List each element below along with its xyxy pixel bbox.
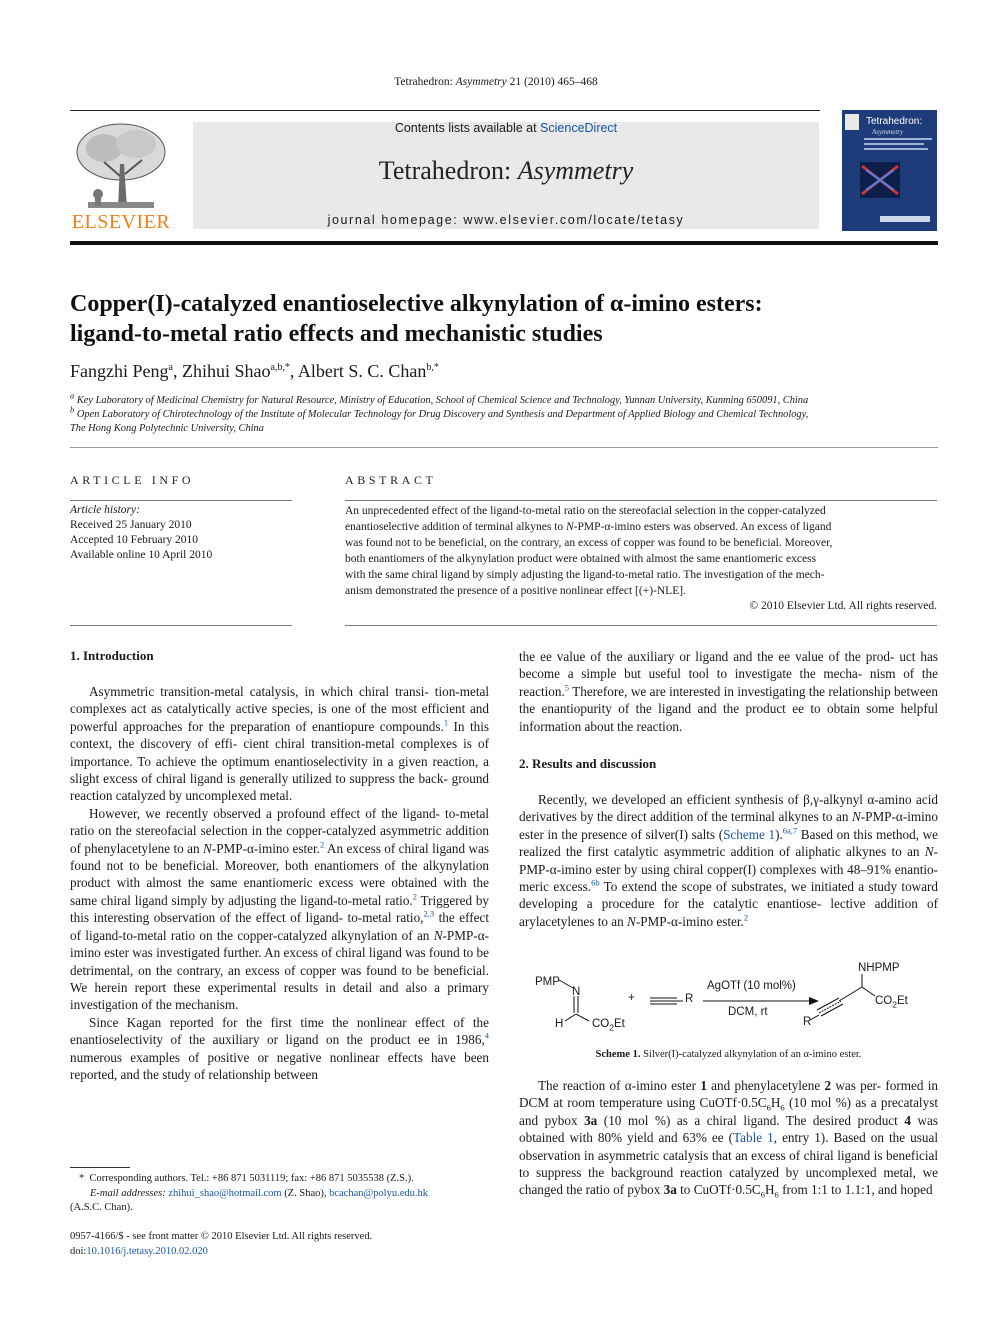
author-name: Zhihui Shao xyxy=(181,361,271,381)
affiliation-a: $^a$ Key Laboratory of Medicinal Chemistry for Natural Resource, Ministry of Education, School of Chemical Science and Technology, Yunnan University, Kunming 650091, China xyxy=(70,390,809,406)
scheme-1-link[interactable]: Scheme 1 xyxy=(723,826,776,842)
author-name: Fangzhi Peng xyxy=(70,361,169,381)
author-name: Albert S. C. Chan xyxy=(297,361,427,381)
scheme-label: H xyxy=(555,1018,564,1030)
abstract-text: An unprecedented effect of the ligand-to-metal ratio on the stereofacial selection in the copper-catalyzed enantioselective addition of terminal alkynes to N-PMP-α-imino esters was observed. An excess of ligand was found not to be beneficial, on the contrary, an excess of copper was found to be beneficial. Moreover, both enantiomers of the alkynylation product were obtained with almost the same enantiomeric excess with the same chiral ligand by simply adjusting the ligand-to-metal ratio. The investigation of the mech- anism demonstrated the presence of a positive nonlinear effect [(+)-NLE]. xyxy=(345,505,833,597)
scheme-label: R xyxy=(685,993,694,1005)
footnote-rule xyxy=(70,1167,130,1168)
scheme-label: R xyxy=(803,1016,812,1028)
paragraph: the ee value of the auxiliary or ligand and the ee value of the prod- uct has become a simple but useful tool to investigate the mecha- nism of the reaction.$^5$ Therefore, we are interested in investigating the relationship between the enantiopurity of the ligand and the product ee to obtain some helpful information about the reaction. xyxy=(519,649,939,734)
reference-link[interactable]: 2 xyxy=(319,839,325,850)
scheme-label: $CO_2Et$ xyxy=(875,995,908,1010)
header-thick-rule xyxy=(70,241,938,245)
article-info-bottom-rule xyxy=(70,625,292,626)
abstract-copyright: © 2010 Elsevier Ltd. All rights reserved. xyxy=(749,600,937,612)
paragraph: Since Kagan reported for the first time the nonlinear effect of the enantioselectivity of the auxiliary or ligand on the product ee in 1986,$^4$ numerous examples of positive or negative nonlinear effects have been reported, and the study of relationship between xyxy=(70,1014,490,1082)
scheme-label: NHPMP xyxy=(858,962,900,974)
paragraph: The reaction of α-imino ester 1 and phenylacetylene 2 was per- formed in DCM at room temperature using $CuOTf\cdot 0.5C_6H_6$ (10 mol %) as a precatalyst and pybox 3a (10 mol %) as a chiral ligand. The desired product 4 was obtained with 80% yield and 63% ee (Table 1, entry 1). Based on the usual observation in asymmetric catalysis that an excess of chiral ligand is beneficial to suppress the background reaction catalyzed by uncomplexed metal, we changed the ratio of pybox 3a to $CuOTf\cdot 0.5C_6H_6$ from 1:1 to 1.1:1, and hoped xyxy=(519,1078,939,1201)
reference-link[interactable]: 6a,7 xyxy=(782,825,798,836)
author-affiliation-mark: a,b,* xyxy=(270,362,290,373)
section-heading-introduction: 1. Introduction xyxy=(70,648,154,663)
reference-link[interactable]: 1 xyxy=(443,717,449,728)
author-affiliation-mark: b,* xyxy=(426,362,439,373)
reference-link[interactable]: 2 xyxy=(412,891,417,902)
journal-homepage: journal homepage: www.elsevier.com/locate/tetasy xyxy=(327,213,685,227)
journal-name: Tetrahedron: Asymmetry xyxy=(378,156,634,185)
sciencedirect-link[interactable]: ScienceDirect xyxy=(540,121,618,135)
author-affiliation-mark: a xyxy=(168,362,173,373)
paragraph: Asymmetric transition-metal catalysis, in which chiral transi- tion-metal complexes act as catalytically active species, is one of the most efficient and powerful approaches for the preparation of enantiopure compounds.$^1$ In this context, the discovery of effi- cient chiral transition-metal complexes is of importance. To achieve the optimum enantioselectivity in a given reaction, a slight excess of chiral ligand is generally utilized to suppress the back- ground reaction catalyzed by uncomplexed metal. xyxy=(70,684,490,804)
corresponding-author-note: * Corresponding authors. Tel.: +86 871 5031119; fax: +86 871 5035538 (Z.S.). E-mail addresses: zhihui_shao@hotmail.com (Z. Shao), bcachan@polyu.edu.hk (A.S.C. Chan). xyxy=(70,1173,428,1213)
header-rule xyxy=(70,110,820,111)
table-1-link[interactable]: Table 1 xyxy=(733,1130,774,1146)
issn-doi-note: 0957-4166/$ - see front matter © 2010 Elsevier Ltd. All rights reserved. doi:10.1016/j.tetasy.2010.02.020 xyxy=(70,1231,373,1257)
paragraph: However, we recently observed a profound effect of the ligand- to-metal ratio on the stereofacial selection in the copper-catalyzed asymmetric addition of phenylacetylene to an N-PMP-α-imino ester.$^2$ An excess of chiral ligand was found not to be beneficial. Moreover, both enantiomers of the alkynylation product with almost the same enantiomeric excess were obtained with the same chiral ligand simply by adjusting the ligand-to-metal ratio.$^2$ Triggered by this interesting observation of the effect of ligand- to-metal ratio,$^{2,3}$ the effect of ligand-to-metal ratio on the copper-catalyzed alkynylation of an N-PMP-α-imino ester was investigated further. An excess of chiral ligand was found to be detrimental, on the contrary, an excess of copper was found to be beneficial. We herein report these experimental results in detail and also a primary investigation of the mechanism. xyxy=(70,805,490,1013)
reference-link[interactable]: 4 xyxy=(484,1030,490,1041)
scheme-plus: + xyxy=(628,992,635,1004)
cover-subtitle: Asymmetry xyxy=(872,128,904,136)
scheme-solvent: DCM, rt xyxy=(728,1006,768,1018)
cover-title: Tetrahedron: xyxy=(866,116,923,127)
scheme-label: $CO_2Et$ xyxy=(592,1018,625,1033)
title-rule xyxy=(70,447,938,448)
abstract-bottom-rule xyxy=(345,625,937,626)
section-heading-results: 2. Results and discussion xyxy=(519,756,657,771)
email-link[interactable]: zhihui_shao@hotmail.com xyxy=(168,1187,282,1199)
scheme-1-diagram xyxy=(527,958,927,1038)
results-body xyxy=(519,791,938,930)
abstract-rule xyxy=(345,500,937,501)
email-link[interactable]: bcachan@polyu.edu.hk xyxy=(329,1187,428,1199)
scheme-label: N xyxy=(572,986,581,998)
introduction-continued xyxy=(519,648,938,735)
journal-cover-image xyxy=(842,110,937,231)
doi-link[interactable]: 10.1016/j.tetasy.2010.02.020 xyxy=(86,1245,208,1257)
reference-link[interactable]: 2,3 xyxy=(423,908,435,919)
reference-link[interactable]: 2 xyxy=(743,912,749,923)
contents-line: Contents lists available at ScienceDirect xyxy=(394,121,618,135)
author-list: Fangzhi Peng$^a$, Zhihui Shao$^{a,b,*}$, Albert S. C. Chan$^{b,*}$ xyxy=(70,361,439,381)
paragraph: Recently, we developed an efficient synthesis of β,γ-alkynyl α-amino acid derivatives by the direct addition of the terminal alkynes to an N-PMP-α-imino ester in the presence of silver(I) salts (Scheme 1).$^{6a,7}$ Based on this method, we realized the first catalytic asymmetric addition of aliphatic alkynes to an N-PMP-α-imino ester by using chiral copper(I) complexes with 48–91% enantio- meric excess.$^{6b}$ To extend the scope of substrates, we initiated a study toward developing a procedure for the catalytic enantiose- lective addition of arylacetylenes to an N-PMP-α-imino ester.$^2$ xyxy=(519,792,939,929)
affiliation-b: $^b$ Open Laboratory of Chirotechnology of the Institute of Molecular Technology for Drug Discovery and Synthesis and Department of Applied Biology and Chemical Technology, The Hong Kong Polytechnic University, China xyxy=(70,404,809,434)
reference-link[interactable]: 6b xyxy=(591,877,600,888)
scheme-reagent: AgOTf (10 mol%) xyxy=(707,980,796,992)
reference-link[interactable]: 5 xyxy=(564,682,570,693)
scheme-label: PMP xyxy=(535,976,560,988)
introduction-body xyxy=(70,683,489,1083)
homepage-link[interactable]: www.elsevier.com/locate/tetasy xyxy=(463,213,685,227)
journal-citation: Tetrahedron: Asymmetry 21 (2010) 465–468 xyxy=(394,76,598,88)
abstract-heading: ABSTRACT xyxy=(345,473,437,487)
scheme-1-caption: Scheme 1. Silver(I)-catalyzed alkynylation of an α-imino ester. xyxy=(595,1049,862,1060)
results-body-continued xyxy=(519,1077,938,1199)
publisher-wordmark: ELSEVIER xyxy=(71,211,171,233)
article-info-heading: ARTICLE INFO xyxy=(70,473,195,487)
article-info-rule xyxy=(70,500,292,501)
paper-title: Copper(I)-catalyzed enantioselective alkynylation of α-imino esters: ligand-to-metal ratio effects and mechanistic studies xyxy=(70,291,763,347)
article-history: Article history: Received 25 January 2010 Accepted 10 February 2010 Available online 10 April 2010 xyxy=(70,504,213,561)
